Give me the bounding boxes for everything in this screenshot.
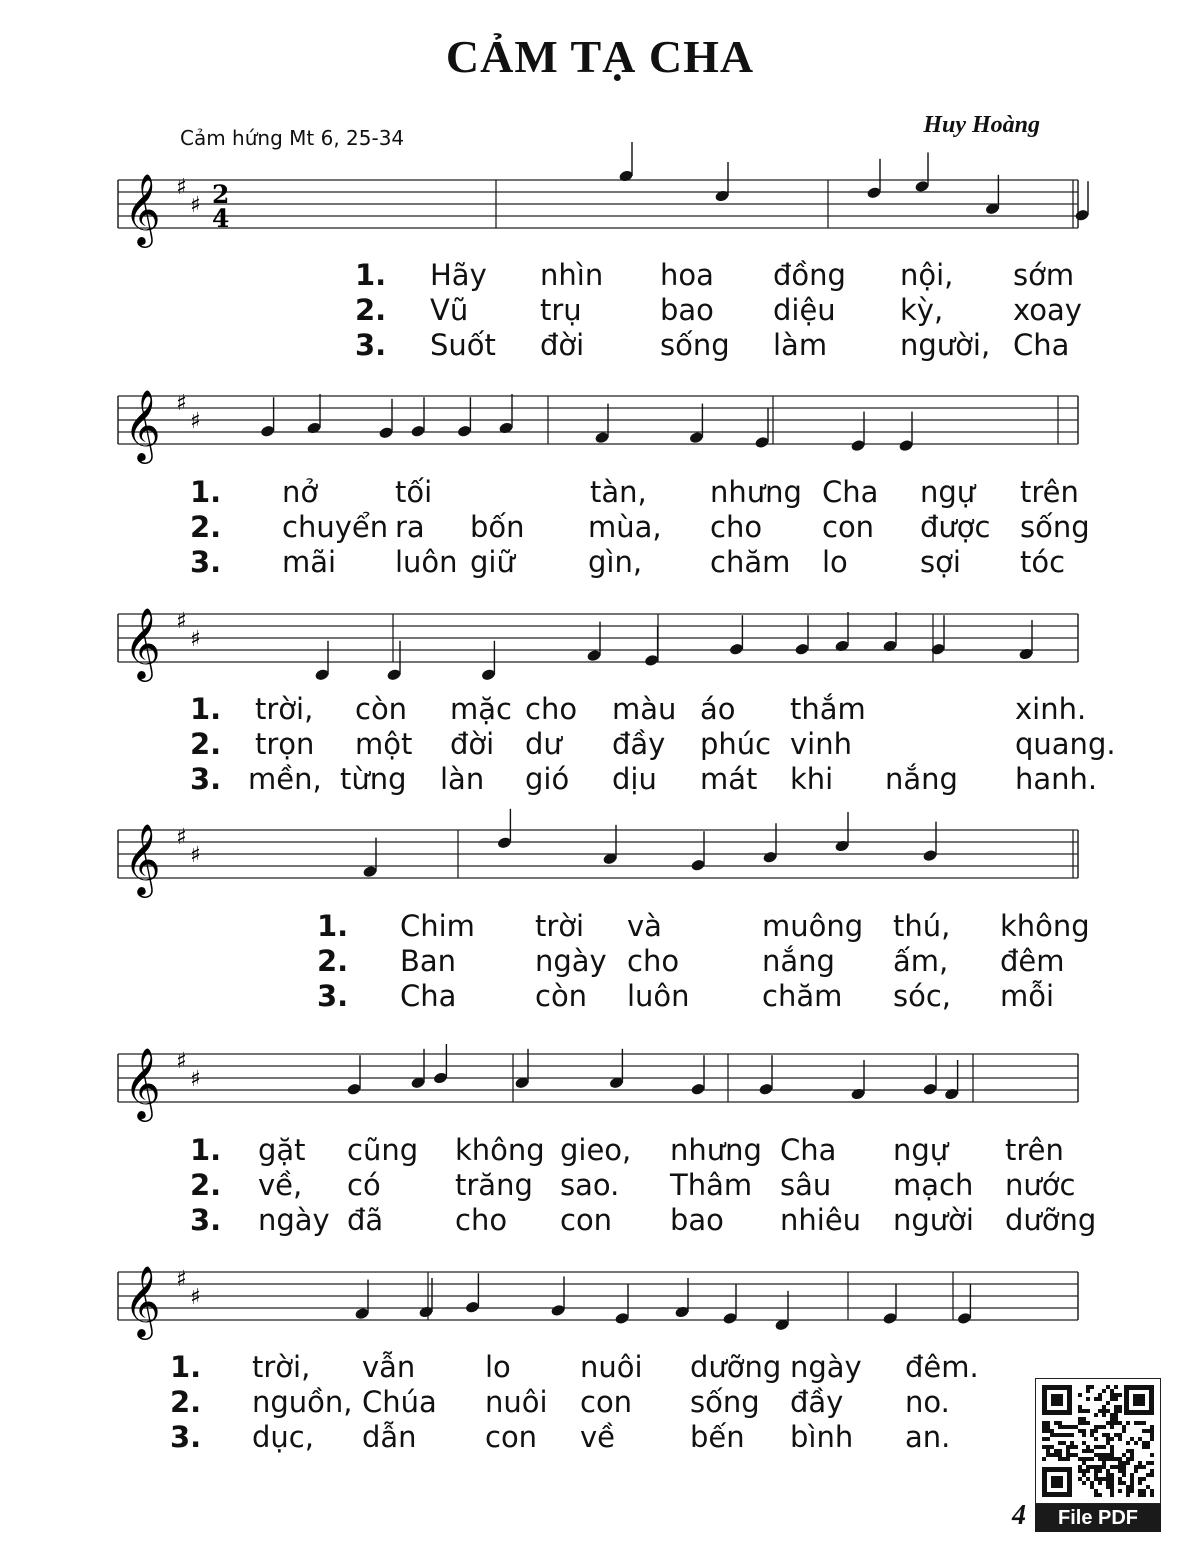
lyric-word: nguồn, — [252, 1385, 353, 1419]
lyric-word: ấm, — [893, 944, 949, 978]
lyric-word: đời — [540, 328, 585, 362]
lyric-word: không — [455, 1133, 545, 1167]
lyric-word: về, — [258, 1168, 303, 1202]
lyric-word: đồng — [773, 258, 846, 292]
lyric-line — [0, 1168, 1100, 1204]
svg-text:♯: ♯ — [176, 609, 187, 634]
lyric-word: luôn — [627, 979, 690, 1013]
lyric-word: nở — [282, 475, 319, 509]
lyric-word: sâu — [780, 1168, 832, 1202]
lyric-word: Cha — [1013, 328, 1070, 362]
lyric-word: Suốt — [430, 328, 496, 362]
svg-text:♯: ♯ — [190, 409, 201, 434]
lyric-word: khi — [790, 762, 834, 796]
lyric-word: dịu — [612, 762, 657, 796]
lyric-line — [0, 762, 1100, 798]
verse-number: 2. — [317, 944, 349, 978]
verse-number: 1. — [355, 258, 387, 292]
lyric-word: sống — [660, 328, 730, 362]
lyric-word: ngự — [920, 475, 976, 509]
lyric-word: nắng — [885, 762, 958, 796]
lyric-word: con — [580, 1385, 633, 1419]
lyric-word: đã — [347, 1203, 384, 1237]
time-signature-top: 2 — [212, 180, 230, 209]
lyric-word: còn — [355, 692, 408, 726]
lyric-word: sống — [690, 1385, 760, 1419]
lyric-word: ngày — [258, 1203, 330, 1237]
verse-number: 1. — [190, 692, 222, 726]
lyric-word: dư — [525, 727, 562, 761]
lyric-word: cho — [710, 510, 763, 544]
lyric-word: muông — [762, 909, 864, 943]
lyric-word: áo — [700, 692, 736, 726]
lyric-word: mỗi — [1000, 979, 1055, 1013]
lyric-word: trời, — [252, 1350, 311, 1384]
svg-text:♯: ♯ — [176, 1049, 187, 1074]
treble-clef-icon: 𝄞 — [124, 606, 161, 679]
lyric-word: mãi — [282, 545, 337, 579]
lyric-line — [0, 727, 1116, 763]
lyric-word: vinh — [790, 727, 852, 761]
music-staff — [118, 1046, 1078, 1126]
lyric-line — [0, 1385, 1100, 1421]
file-pdf-label[interactable]: File PDF — [1035, 1504, 1161, 1532]
lyric-word: chuyển — [282, 510, 389, 544]
lyric-word: nuôi — [485, 1385, 548, 1419]
lyric-line — [0, 979, 1100, 1015]
verse-number: 2. — [190, 1168, 222, 1202]
lyric-word: sao. — [560, 1168, 620, 1202]
lyric-word: nhưng — [670, 1133, 762, 1167]
lyric-word: được — [920, 510, 991, 544]
lyric-word: xoay — [1013, 293, 1082, 327]
lyric-word: thú, — [893, 909, 951, 943]
verse-number: 1. — [190, 475, 222, 509]
lyric-word: trời — [535, 909, 585, 943]
lyric-word: từng — [340, 762, 407, 796]
lyric-word: thắm — [790, 692, 866, 726]
lyric-word: đêm — [1000, 944, 1065, 978]
svg-text:♯: ♯ — [176, 825, 187, 850]
lyric-line — [0, 328, 1100, 364]
lyric-word: nội, — [900, 258, 954, 292]
lyric-word: lo — [822, 545, 848, 579]
lyric-word: an. — [905, 1420, 951, 1454]
lyric-word: bao — [660, 293, 714, 327]
verse-number: 3. — [190, 1203, 222, 1237]
verse-number: 2. — [355, 293, 387, 327]
lyric-word: bao — [670, 1203, 724, 1237]
lyric-word: có — [347, 1168, 381, 1202]
treble-clef-icon: 𝄞 — [124, 822, 161, 895]
svg-text:♯: ♯ — [190, 1285, 201, 1310]
song-title: CẢM TẠ CHA — [445, 31, 755, 82]
lyric-word: một — [355, 727, 413, 761]
lyric-line — [0, 909, 1100, 945]
lyric-word: sóc, — [893, 979, 952, 1013]
lyric-word: Hãy — [430, 258, 487, 292]
lyric-word: bình — [790, 1420, 854, 1454]
composer-name: Huy Hoàng — [923, 112, 1040, 138]
lyric-word: trên — [1005, 1133, 1064, 1167]
verse-number: 3. — [190, 762, 222, 796]
lyric-word: làn — [440, 762, 485, 796]
lyric-line — [0, 475, 1100, 511]
lyric-word: giữ — [470, 545, 515, 579]
lyric-word: luôn — [395, 545, 458, 579]
lyric-word: bốn — [470, 510, 525, 544]
lyric-word: đầy — [790, 1385, 844, 1419]
lyric-word: tối — [395, 475, 433, 509]
page-number: 4 — [1012, 1500, 1026, 1531]
lyric-line — [0, 545, 1100, 581]
lyric-word: ngày — [790, 1350, 862, 1384]
treble-clef-icon: 𝄞 — [124, 388, 161, 461]
lyric-word: xinh. — [1015, 692, 1087, 726]
lyric-line — [0, 1420, 1100, 1456]
lyric-word: nhiêu — [780, 1203, 862, 1237]
lyric-word: ra — [395, 510, 425, 544]
lyric-word: Thâm — [670, 1168, 753, 1202]
lyric-word: quang. — [1015, 727, 1116, 761]
lyric-word: đêm. — [905, 1350, 979, 1384]
svg-text:♯: ♯ — [176, 175, 187, 200]
verse-number: 1. — [170, 1350, 202, 1384]
lyric-word: Chúa — [362, 1385, 437, 1419]
lyric-word: mặc — [450, 692, 512, 726]
lyric-word: và — [627, 909, 662, 943]
lyric-word: cho — [627, 944, 680, 978]
treble-clef-icon: 𝄞 — [124, 1046, 161, 1119]
lyric-word: Chim — [400, 909, 475, 943]
svg-text:♯: ♯ — [176, 391, 187, 416]
lyric-word: tàn, — [590, 475, 647, 509]
music-staff — [118, 1264, 1078, 1344]
lyric-word: người, — [900, 328, 991, 362]
lyric-word: bến — [690, 1420, 745, 1454]
lyric-word: vẫn — [362, 1350, 416, 1384]
lyric-word: gặt — [258, 1133, 306, 1167]
lyric-word: dưỡng — [690, 1350, 782, 1384]
lyric-word: sống — [1020, 510, 1090, 544]
lyric-word: nuôi — [580, 1350, 643, 1384]
lyric-word: còn — [535, 979, 588, 1013]
verse-number: 3. — [355, 328, 387, 362]
lyric-word: cho — [455, 1203, 508, 1237]
lyric-word: hanh. — [1015, 762, 1098, 796]
lyric-word: sớm — [1013, 258, 1075, 292]
lyric-line — [0, 258, 1100, 294]
qr-download[interactable] — [1035, 1378, 1161, 1532]
verse-number: 1. — [190, 1133, 222, 1167]
lyric-word: con — [822, 510, 875, 544]
lyric-word: trên — [1020, 475, 1079, 509]
svg-text:♯: ♯ — [190, 193, 201, 218]
lyric-word: lo — [485, 1350, 511, 1384]
lyric-word: màu — [612, 692, 677, 726]
lyric-word: diệu — [773, 293, 836, 327]
svg-text:♯: ♯ — [190, 627, 201, 652]
lyric-word: ngày — [535, 944, 607, 978]
lyric-word: đầy — [612, 727, 666, 761]
lyric-word: phúc — [700, 727, 772, 761]
lyric-word: mền, — [248, 762, 322, 796]
lyric-line — [0, 1203, 1100, 1239]
lyric-word: chăm — [710, 545, 791, 579]
lyric-line — [0, 1350, 1100, 1386]
lyric-word: người — [893, 1203, 974, 1237]
lyric-word: con — [485, 1420, 538, 1454]
music-staff — [118, 172, 1078, 252]
lyric-word: không — [1000, 909, 1090, 943]
lyric-word: nắng — [762, 944, 835, 978]
lyric-word: trời, — [255, 692, 314, 726]
lyric-word: con — [560, 1203, 613, 1237]
lyric-word: Cha — [780, 1133, 837, 1167]
lyric-word: nhưng — [710, 475, 802, 509]
svg-text:♯: ♯ — [190, 1067, 201, 1092]
inspiration-note: Cảm hứng Mt 6, 25-34 — [180, 126, 405, 150]
lyric-word: no. — [905, 1385, 950, 1419]
verse-number: 3. — [317, 979, 349, 1013]
svg-text:♯: ♯ — [190, 843, 201, 868]
lyric-word: trọn — [255, 727, 315, 761]
lyric-word: sợi — [920, 545, 961, 579]
lyric-word: gió — [525, 762, 570, 796]
lyric-word: ngự — [893, 1133, 949, 1167]
lyric-word: nước — [1005, 1168, 1076, 1202]
music-staff — [118, 606, 1078, 686]
lyric-word: mạch — [893, 1168, 974, 1202]
lyric-word: về — [580, 1420, 616, 1454]
lyric-word: trụ — [540, 293, 582, 327]
lyric-word: gieo, — [560, 1133, 632, 1167]
svg-text:♯: ♯ — [176, 1267, 187, 1292]
lyric-word: gìn, — [588, 545, 643, 579]
verse-number: 1. — [317, 909, 349, 943]
lyric-line — [0, 944, 1100, 980]
verse-number: 3. — [190, 545, 222, 579]
verse-number: 2. — [190, 510, 222, 544]
lyric-word: nhìn — [540, 258, 604, 292]
lyric-line — [0, 293, 1100, 329]
verse-number: 3. — [170, 1420, 202, 1454]
verse-number: 2. — [170, 1385, 202, 1419]
lyric-word: Cha — [822, 475, 879, 509]
lyric-line — [0, 692, 1100, 728]
lyric-word: hoa — [660, 258, 714, 292]
treble-clef-icon: 𝄞 — [124, 172, 161, 245]
lyric-line — [0, 510, 1100, 546]
time-signature-bottom: 4 — [212, 204, 230, 233]
lyric-word: dưỡng — [1005, 1203, 1097, 1237]
lyric-word: làm — [773, 328, 828, 362]
music-staff — [118, 388, 1078, 468]
lyric-word: đời — [450, 727, 495, 761]
lyric-word: trăng — [455, 1168, 533, 1202]
lyric-word: mùa, — [588, 510, 662, 544]
lyric-line — [0, 1133, 1100, 1169]
verse-number: 2. — [190, 727, 222, 761]
lyric-word: cũng — [347, 1133, 419, 1167]
lyric-word: kỳ, — [900, 293, 944, 327]
music-staff — [118, 822, 1078, 902]
lyric-word: chăm — [762, 979, 843, 1013]
lyric-word: mát — [700, 762, 758, 796]
lyric-word: dẫn — [362, 1420, 417, 1454]
lyric-word: cho — [525, 692, 578, 726]
lyric-word: dục, — [252, 1420, 314, 1454]
lyric-word: Cha — [400, 979, 457, 1013]
qr-code-icon[interactable] — [1035, 1378, 1161, 1504]
lyric-word: Vũ — [430, 293, 469, 327]
lyric-word: Ban — [400, 944, 457, 978]
lyric-word: tóc — [1020, 545, 1066, 579]
treble-clef-icon: 𝄞 — [124, 1264, 161, 1337]
